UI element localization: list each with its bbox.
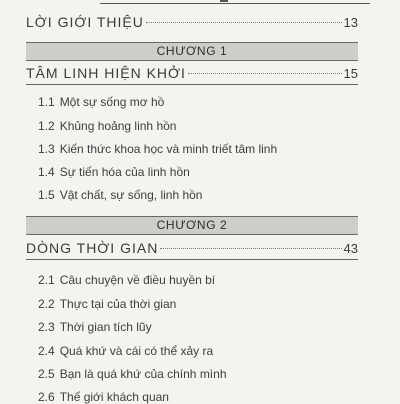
section-title: Thời gian tích lũy	[59, 320, 152, 334]
toc-entry-intro[interactable]	[26, 14, 358, 30]
section-number: 2.1	[38, 273, 55, 287]
section-1-5[interactable]	[38, 188, 202, 202]
chapter-2-page-number: 43	[343, 241, 358, 256]
cropped-header-fragment	[100, 0, 370, 4]
section-2-2[interactable]	[38, 297, 176, 311]
section-2-3[interactable]	[38, 320, 152, 334]
section-number: 1.2	[38, 119, 55, 133]
chapter-1-heading-bar: CHƯƠNG 1	[26, 42, 358, 61]
chapter-1-title: TÂM LINH HIỆN KHỞI	[26, 65, 186, 81]
chapter-2-title: DÒNG THỜI GIAN	[26, 240, 159, 256]
section-title: Khủng hoảng linh hồn	[59, 119, 177, 133]
dot-leader	[160, 248, 341, 249]
section-title: Một sự sống mơ hồ	[59, 95, 165, 109]
section-number: 1.1	[38, 95, 55, 109]
section-title: Sự tiến hóa của linh hồn	[59, 165, 190, 179]
section-number: 1.3	[38, 142, 55, 156]
section-title: Thế giới khách quan	[59, 390, 169, 404]
dot-leader	[146, 22, 342, 23]
section-2-5[interactable]	[38, 367, 227, 381]
section-number: 2.5	[38, 367, 55, 381]
chapter-2-title-rule	[26, 259, 358, 260]
section-title: Quá khứ và cái có thể xảy ra	[59, 344, 214, 358]
section-1-4[interactable]	[38, 165, 190, 179]
chapter-1-title-rule	[26, 84, 358, 85]
section-number: 1.4	[38, 165, 55, 179]
section-title: Bạn là quá khứ của chính mình	[59, 367, 227, 381]
section-title: Kiến thức khoa học và minh triết tâm linh	[59, 142, 278, 156]
section-number: 2.4	[38, 344, 55, 358]
chapter-1-page-number: 15	[343, 66, 358, 81]
toc-entry-chapter-1[interactable]	[26, 65, 358, 81]
chapter-2-heading-bar: CHƯƠNG 2	[26, 216, 358, 235]
section-1-3[interactable]	[38, 142, 277, 156]
section-2-1[interactable]	[38, 273, 215, 287]
section-2-6[interactable]	[38, 390, 169, 404]
section-title: Thực tại của thời gian	[59, 297, 177, 311]
intro-title: LỜI GIỚI THIỆU	[26, 14, 144, 30]
dot-leader	[188, 73, 342, 74]
section-title: Câu chuyện về điều huyền bí	[59, 273, 216, 287]
section-number: 2.6	[38, 390, 55, 404]
section-2-4[interactable]	[38, 344, 213, 358]
intro-page-number: 13	[343, 15, 358, 30]
section-title: Vật chất, sự sống, linh hồn	[59, 188, 203, 202]
section-number: 2.2	[38, 297, 55, 311]
section-1-2[interactable]	[38, 119, 176, 133]
section-number: 1.5	[38, 188, 55, 202]
section-number: 2.3	[38, 320, 55, 334]
section-1-1[interactable]	[38, 95, 164, 109]
toc-entry-chapter-2[interactable]	[26, 240, 358, 256]
